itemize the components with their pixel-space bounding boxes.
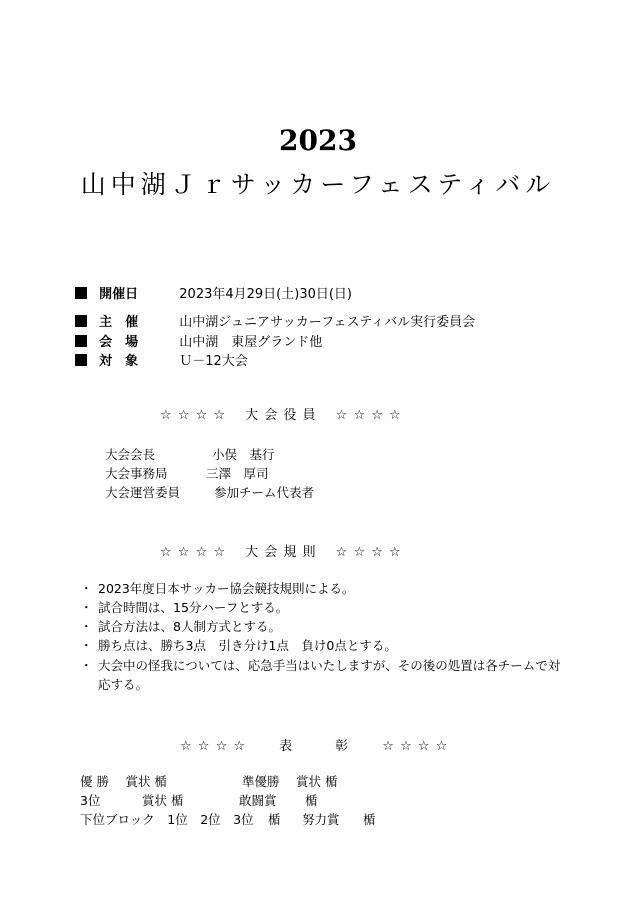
square-bullet-icon — [75, 315, 87, 327]
rule-item — [80, 579, 355, 598]
officials-heading: ☆ ☆ ☆ ☆ 大 会 役 員 ☆ ☆ ☆ ☆ — [160, 408, 402, 423]
square-bullet-icon — [75, 354, 87, 366]
info-value: 山中湖ジュニアサッカーフェスティバル実行委員会 — [179, 315, 476, 330]
rule-text: 試合時間は、15分ハーフとする。 — [98, 600, 289, 615]
award-item: 3位 — [80, 793, 101, 808]
bullet-dot-icon: ・ — [80, 619, 93, 634]
award-item: 楯 — [363, 812, 376, 827]
award-item: 下位ブロック 1位 2位 3位 — [80, 812, 254, 827]
info-label: 対 象 — [99, 354, 139, 369]
awards-heading: ☆ ☆ ☆ ☆ 表 彰 ☆ ☆ ☆ ☆ — [180, 739, 449, 754]
rule-item — [80, 636, 397, 655]
award-item: 楯 — [268, 812, 281, 827]
rule-text: 勝ち点は、勝ち3点 引き分け1点 負け0点とする。 — [98, 638, 397, 653]
rule-text: 2023年度日本サッカー協会競技規則による。 — [98, 581, 355, 596]
info-label: 主 催 — [99, 315, 139, 330]
official-role: 大会運営委員 — [105, 485, 181, 500]
rule-text-continued: 応する。 — [98, 677, 149, 692]
bullet-dot-icon: ・ — [80, 600, 93, 615]
bullet-dot-icon: ・ — [80, 638, 93, 653]
official-name: 三澤 厚司 — [206, 466, 269, 481]
info-row-target — [75, 350, 248, 369]
document-title: 山中湖Ｊｒサッカーフェスティバル — [80, 170, 556, 199]
info-row-date — [75, 283, 352, 302]
info-row-organizer — [75, 311, 475, 330]
award-item: 楯 — [305, 793, 318, 808]
official-name: 参加チーム代表者 — [214, 485, 315, 500]
info-value: 山中湖 東屋グランド他 — [179, 335, 323, 350]
official-name: 小俣 基行 — [212, 447, 275, 462]
bullet-dot-icon: ・ — [80, 581, 93, 596]
award-item: 敢闘賞 — [239, 793, 277, 808]
info-value: Ｕ－12大会 — [179, 354, 248, 369]
square-bullet-icon — [75, 287, 87, 299]
info-label: 開催日 — [99, 287, 139, 302]
document-year: 2023 — [279, 124, 357, 157]
info-value: 2023年4月29日(土)30日(日) — [179, 287, 353, 302]
rule-item — [80, 656, 560, 675]
square-bullet-icon — [75, 335, 87, 347]
rule-text: 大会中の怪我については、応急手当はいたしますが、その後の処置は各チームで対 — [98, 658, 561, 673]
award-item: 優 勝 賞状 楯 — [80, 774, 167, 789]
rule-item — [80, 617, 281, 636]
info-row-venue — [75, 331, 322, 350]
info-label: 会 場 — [99, 335, 139, 350]
official-role: 大会事務局 — [105, 466, 168, 481]
award-item: 賞状 楯 — [142, 793, 184, 808]
rule-text: 試合方法は、8人制方式とする。 — [98, 619, 281, 634]
rule-item — [80, 598, 288, 617]
award-item: 準優勝 賞状 楯 — [242, 774, 338, 789]
official-role: 大会会長 — [105, 447, 156, 462]
bullet-dot-icon: ・ — [80, 658, 93, 673]
rules-heading: ☆ ☆ ☆ ☆ 大 会 規 則 ☆ ☆ ☆ ☆ — [160, 545, 402, 560]
award-item: 努力賞 — [302, 812, 340, 827]
